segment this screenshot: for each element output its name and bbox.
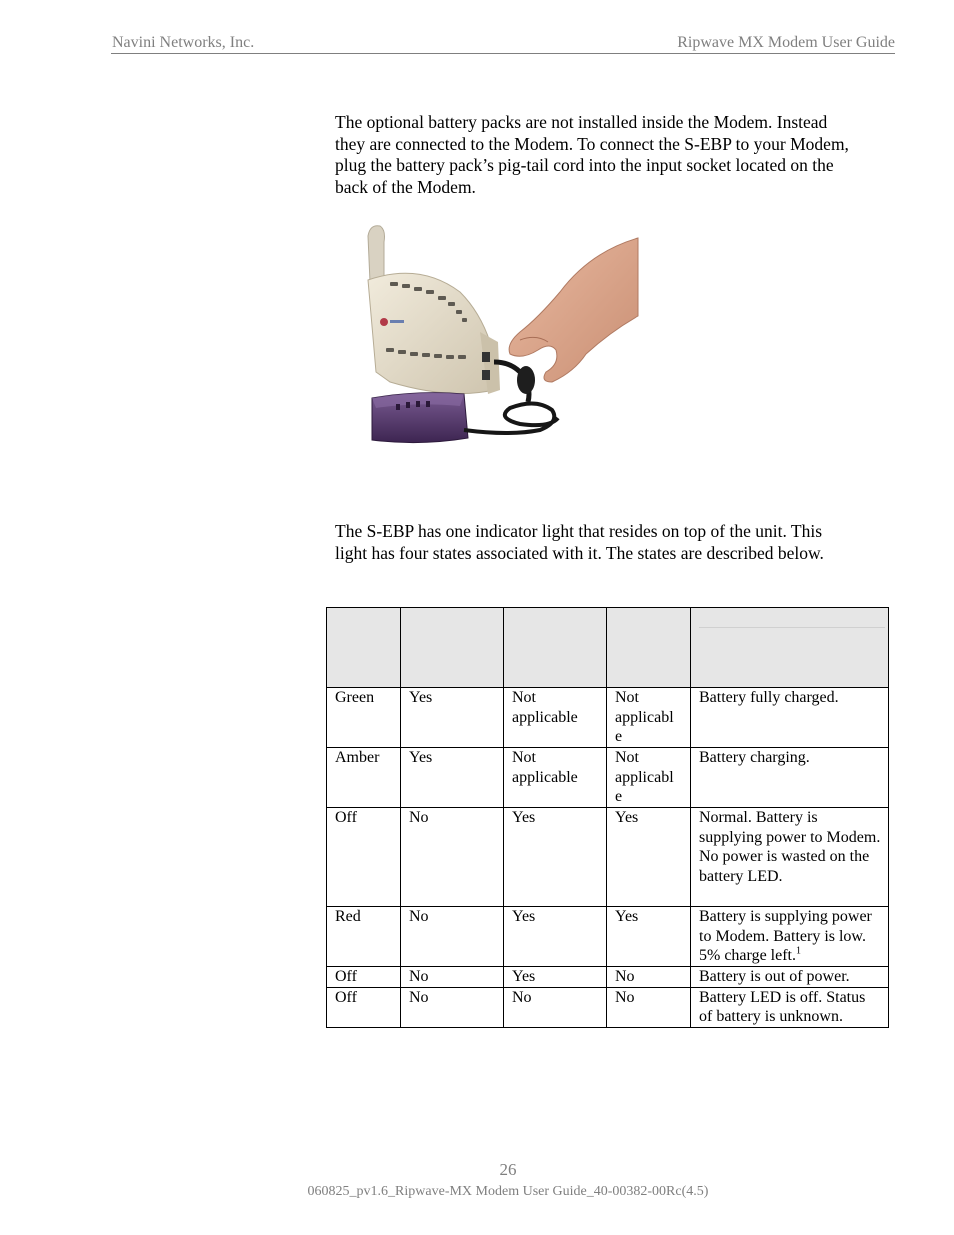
header-divider xyxy=(699,627,885,628)
page-footer: 060825_pv1.6_Ripwave-MX Modem User Guide_40-00382-00Rc(4.5) xyxy=(307,1184,709,1199)
header-company: Navini Networks, Inc. xyxy=(112,34,255,51)
table-header-cell xyxy=(401,608,504,688)
table-cell: Green xyxy=(327,688,401,748)
modem-with-battery-photo xyxy=(360,222,640,460)
table-cell: Off xyxy=(327,967,401,988)
table-row xyxy=(327,808,889,907)
table-cell-text: Battery is supplying power to Modem. Battery is low. 5% charge left. xyxy=(699,908,872,965)
table-header-cell xyxy=(327,608,401,688)
table-cell: Not applicable xyxy=(504,688,607,748)
header-guide-title: Ripwave MX Modem User Guide xyxy=(677,34,895,51)
table-row xyxy=(327,907,889,967)
table-header-cell xyxy=(691,608,889,688)
table-row xyxy=(327,688,889,748)
table-header-cell xyxy=(504,608,607,688)
indicator-paragraph: The S-EBP has one indicator light that resides on top of the unit. This light has four states associated with it. The states are described below. xyxy=(335,521,824,563)
page-header xyxy=(111,33,895,54)
table-cell: Yes xyxy=(504,808,607,907)
footnote-marker: 1 xyxy=(796,945,801,957)
table-cell: Off xyxy=(327,987,401,1027)
page-number: 26 xyxy=(499,1160,517,1179)
table-cell: No xyxy=(401,907,504,967)
table-cell: Battery charging. xyxy=(691,748,889,808)
table-cell: No xyxy=(607,987,691,1027)
table-cell: Red xyxy=(327,907,401,967)
table-cell: No xyxy=(401,808,504,907)
table-cell: Not applicable xyxy=(504,748,607,808)
table-cell: Not applicabl e xyxy=(607,688,691,748)
table-cell: No xyxy=(401,967,504,988)
battery-led-states-table xyxy=(326,607,889,1028)
table-header-row xyxy=(327,608,889,688)
table-cell: Yes xyxy=(504,967,607,988)
table-cell: Yes xyxy=(504,907,607,967)
table-row xyxy=(327,987,889,1027)
table-cell: Amber xyxy=(327,748,401,808)
table-cell: Battery fully charged. xyxy=(691,688,889,748)
table-cell: Yes xyxy=(401,688,504,748)
table-cell: Battery is out of power. xyxy=(691,967,889,988)
table-cell: Battery LED is off. Status of battery is unknown. xyxy=(691,987,889,1027)
table-cell: No xyxy=(401,987,504,1027)
table-header-cell xyxy=(607,608,691,688)
table-cell: Off xyxy=(327,808,401,907)
table-cell: Not applicabl e xyxy=(607,748,691,808)
table-cell: Yes xyxy=(607,808,691,907)
modem-battery-photo xyxy=(360,222,640,460)
intro-paragraph: The optional battery packs are not installed inside the Modem. Instead they are connected to the Modem. To connect the S-EBP to your Modem, plug the battery pack’s pig-tail cord into the input socket located on the back of the Modem. xyxy=(335,112,849,197)
table-cell: No xyxy=(504,987,607,1027)
table-cell xyxy=(691,907,889,967)
table-row xyxy=(327,748,889,808)
table-cell: Yes xyxy=(607,907,691,967)
table-cell: No xyxy=(607,967,691,988)
table-cell: Normal. Battery is supplying power to Modem. No power is wasted on the battery LED. xyxy=(691,808,889,907)
table-cell: Yes xyxy=(401,748,504,808)
table-row xyxy=(327,967,889,988)
